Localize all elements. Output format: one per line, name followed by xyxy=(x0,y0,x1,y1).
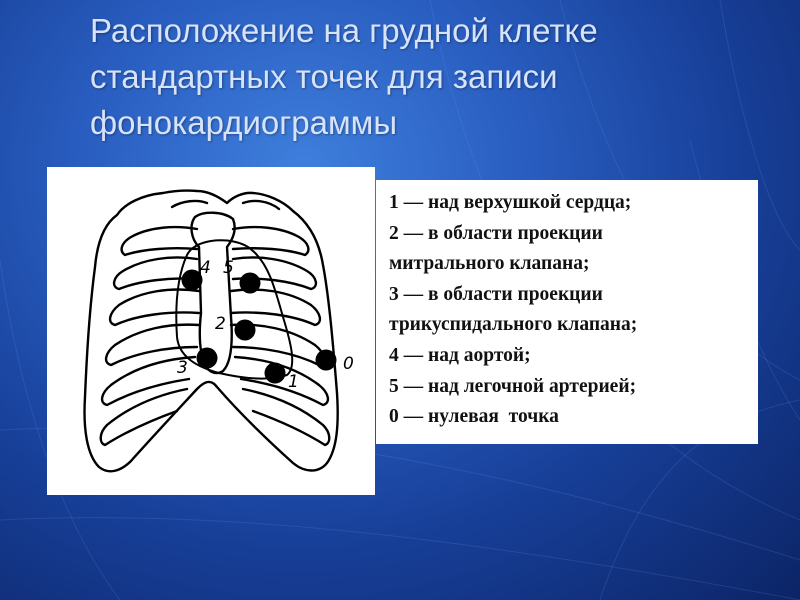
slide-title xyxy=(90,8,770,146)
title-line-1: Расположение на грудной клетке xyxy=(90,12,598,49)
marker-label-4: 4 xyxy=(200,258,211,278)
legend-line-5: трикуспидального клапана; xyxy=(389,314,638,336)
ribcage-illustration xyxy=(47,167,375,495)
rib-left-1 xyxy=(122,227,197,255)
title-line-2: стандартных точек для записи xyxy=(90,58,558,95)
point-5-marker xyxy=(240,273,261,294)
marker-label-0: 0 xyxy=(343,354,354,374)
point-0-marker xyxy=(316,350,337,371)
rib-left-6 xyxy=(101,389,187,445)
point-2-marker xyxy=(235,320,256,341)
marker-label-3: 3 xyxy=(177,358,188,378)
rib-right-6 xyxy=(243,389,329,445)
legend-line-2: 2 — в области проекции xyxy=(389,222,603,244)
legend-line-3: митрального клапана; xyxy=(389,253,590,275)
ribcage-drawing xyxy=(47,167,375,495)
marker-label-2: 2 xyxy=(215,314,226,334)
point-1-marker xyxy=(265,363,286,384)
legend-line-8: 0 — нулевая точка xyxy=(389,406,559,428)
ribcage-outline xyxy=(85,191,338,472)
marker-label-5: 5 xyxy=(223,258,234,278)
marker-label-1: 1 xyxy=(288,372,299,392)
legend-line-7: 5 — над легочной артерией; xyxy=(389,375,637,397)
legend-line-4: 3 — в области проекции xyxy=(389,283,603,305)
legend-line-1: 1 — над верхушкой сердца; xyxy=(389,192,632,213)
title-line-3: фонокардиограммы xyxy=(90,104,398,141)
rib-right-1 xyxy=(233,227,308,255)
legend-line-6: 4 — над аортой; xyxy=(389,344,531,366)
point-3-marker xyxy=(197,348,218,369)
legend-box xyxy=(376,180,758,444)
sternum xyxy=(192,213,235,373)
rib-left-3 xyxy=(110,290,199,325)
